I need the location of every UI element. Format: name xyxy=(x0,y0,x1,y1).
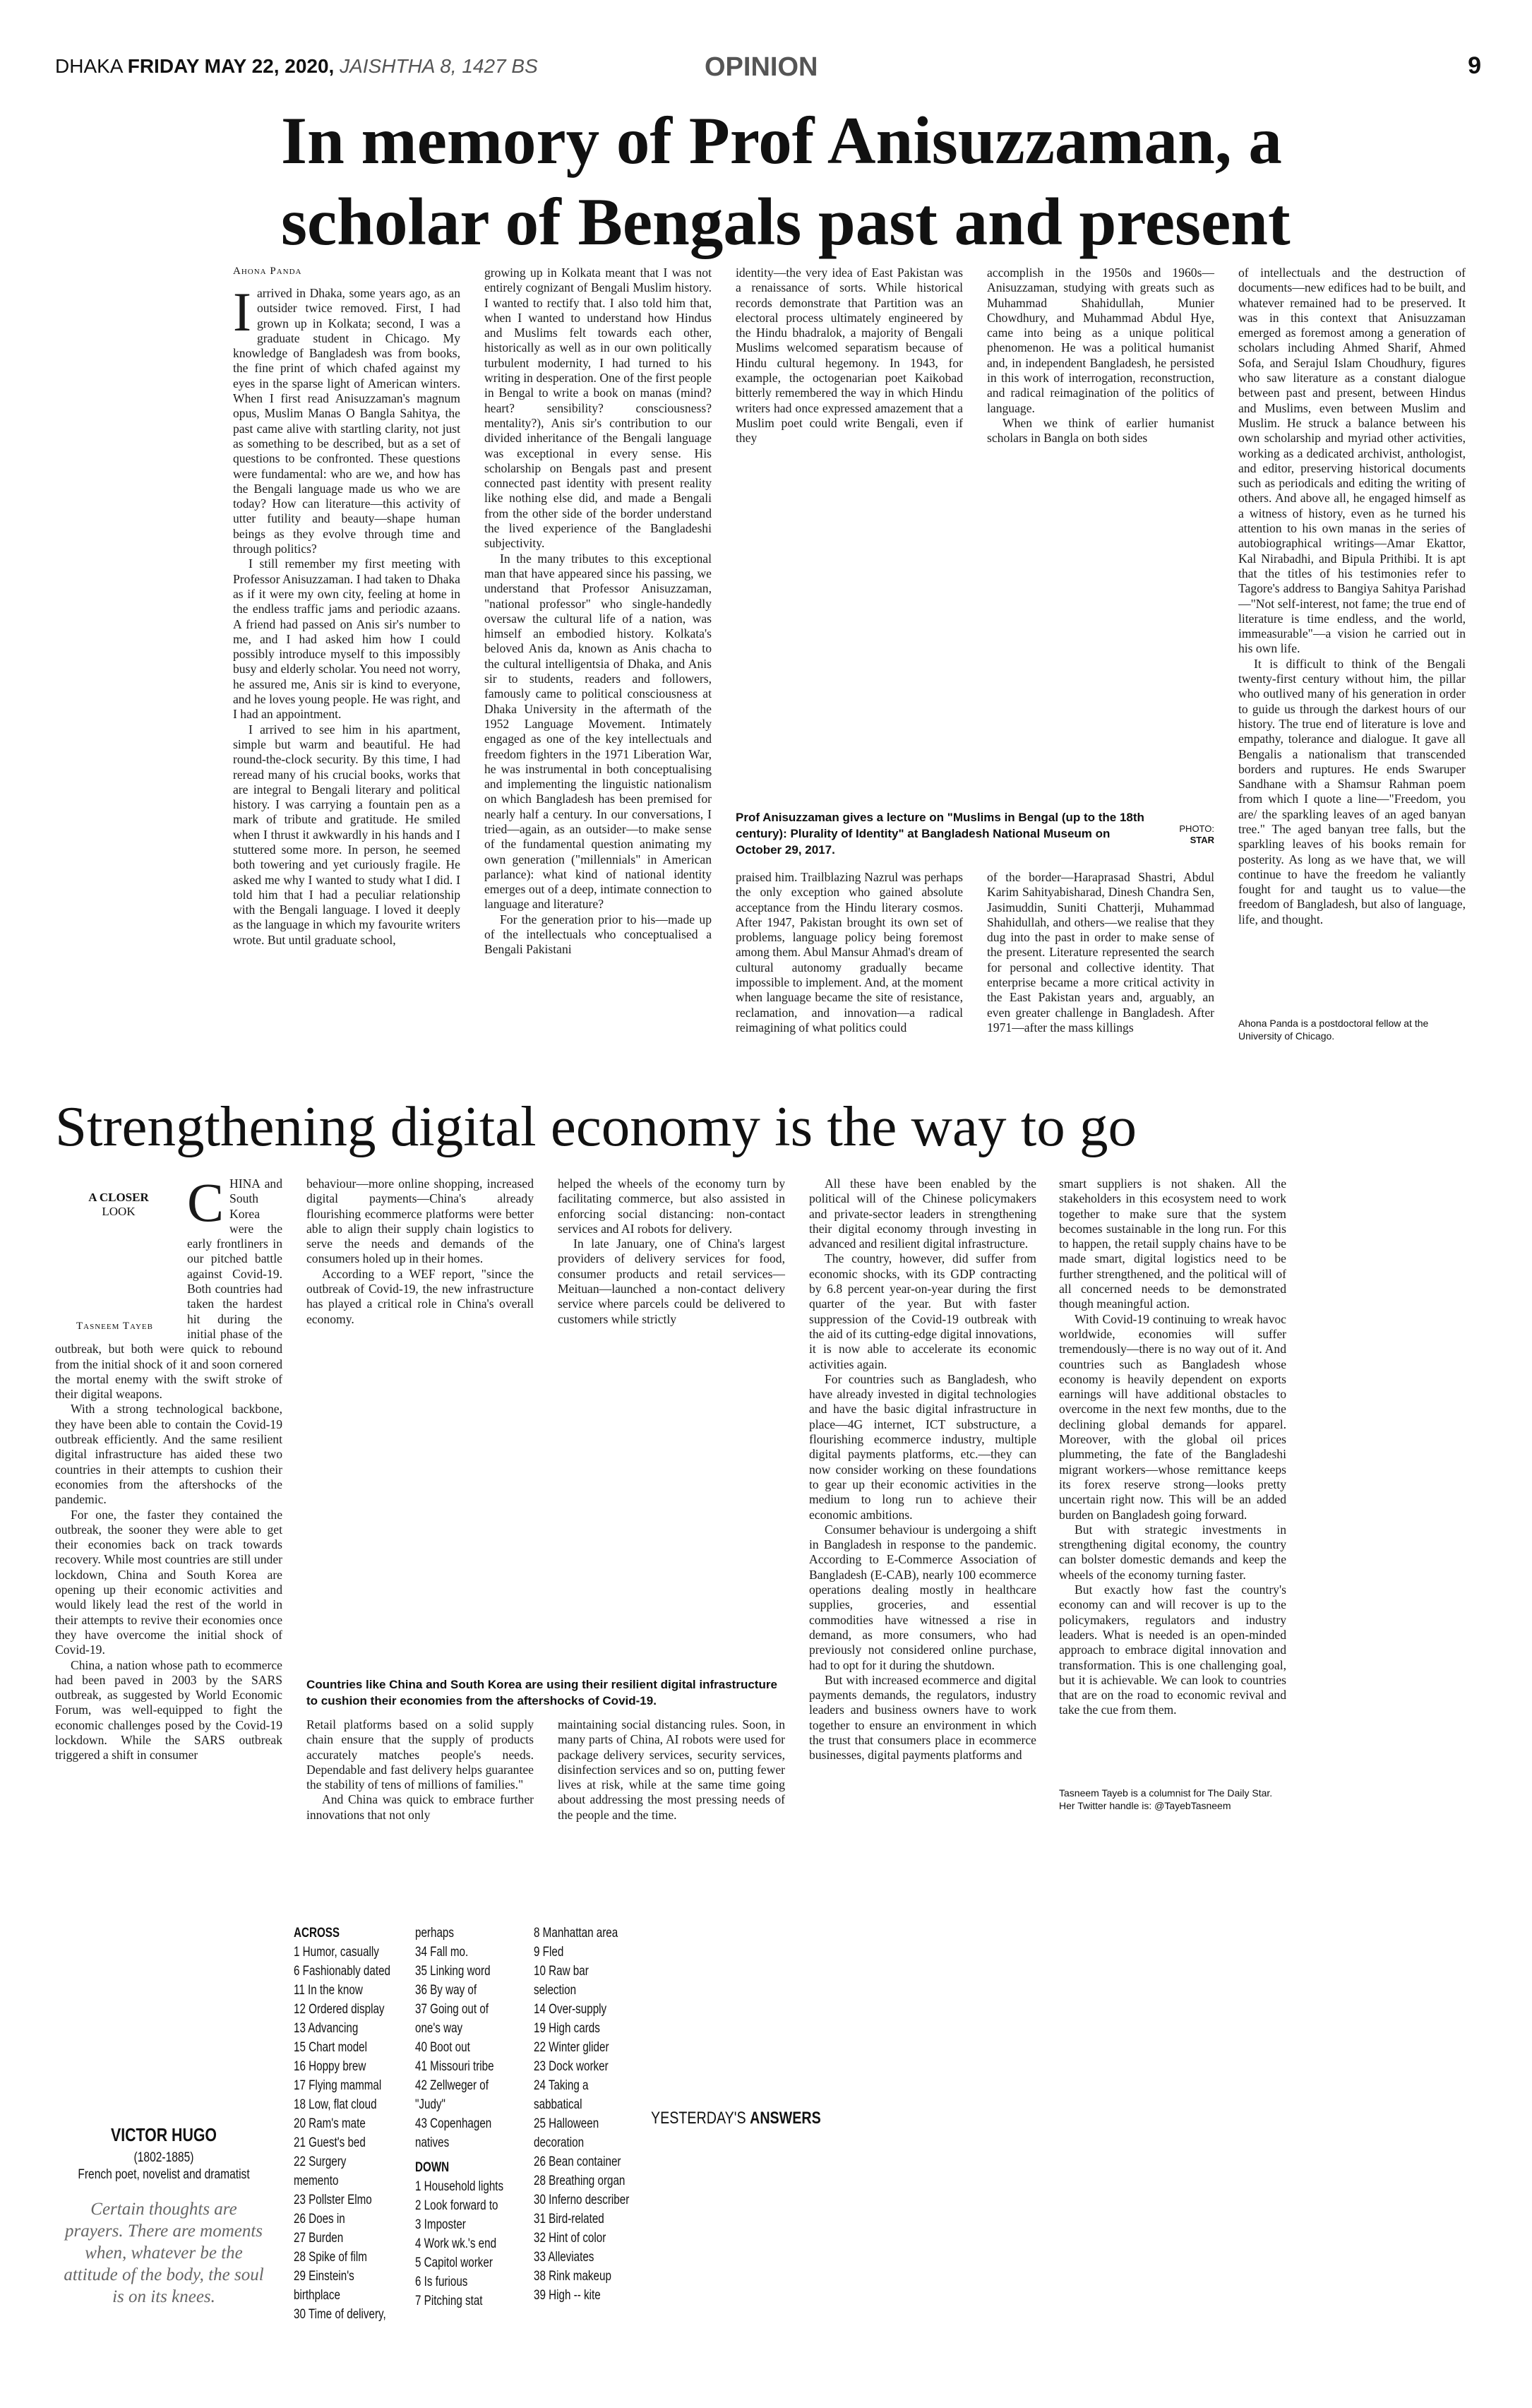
crossword-clue: natives xyxy=(415,2135,450,2150)
crossword-clue: 41 Missouri tribe xyxy=(415,2058,494,2074)
crossword-clue: 7 Pitching stat xyxy=(415,2293,483,2308)
crossword-clue: 1 Humor, casually xyxy=(294,1944,379,1960)
crossword-clue: 38 Rink makeup xyxy=(534,2268,611,2284)
crossword-clue: 26 Does in xyxy=(294,2211,345,2227)
dateline xyxy=(55,55,538,78)
paragraph: The country, however, did suffer from economic shocks, with its GDP contracting by 6.8 percent year-on-year during the first quarter of the year. But with faster suppression of the Covid-19 outbreak with the aid of its cutting-edge digital innovations, it is now able to accelerate its economic activities again. xyxy=(809,1251,1036,1371)
crossword-clue: 30 Inferno describer xyxy=(534,2192,630,2207)
paragraph: identity—the very idea of East Pakistan was a renaissance of sorts. While historical records demonstrate that Partition was an electoral process ultimately engineered by the Hindu bhadralok, a majority of Bengali Muslims welcomed separatism because of Hindu cultural hegemony. In 1943, for example, the octogenarian poet Kaikobad bitterly remembered the way in which Hindu writers had once expressed amazement that a Muslim poet could write Bengali, even if they xyxy=(736,266,963,446)
paragraph: In the many tributes to this exceptional man that have appeared since his passing, we understand that Professor Anisuzzaman, "national professor" who single-handedly oversaw the cultural life of a nation, was himself an embodied history. Kolkata's beloved Anis da, known as Anis chacha to the cultural intelligentsia of Dhaka, and Anis sir to students, readers and followers, famously came to political consciousness at Dhaka University in the aftermath of the 1952 Language Movement. Intimately engaged as one of the key intellectuals and freedom fighters in the 1971 Liberation War, he was instrumental in both conceptualising and implementing the linguistic nationalism on which Bangladesh has been premised for nearly half a century. In our conversations, I tried—again, as an outsider—to make sense of the fundamental question animating my own generation ("millennials" in American parlance): what kind of national identity emerges out of a deep, intimate connection to language and literature? xyxy=(484,551,712,912)
article2-column-5 xyxy=(1059,1176,1286,1778)
article2-photo-caption: Countries like China and South Korea are using their resilient digital infrastructure to cushion their economies from the aftershocks of Covid-19. xyxy=(306,1678,777,1707)
yesterdays-prefix: YESTERDAY'S xyxy=(651,2109,746,2128)
article1-photo-caption: Prof Anisuzzaman gives a lecture on "Muslims in Bengal (up to the 18th century): Plurality of Identity" at Bangladesh National Museum on October 29, 2017. xyxy=(736,811,1144,857)
article1-headline xyxy=(281,100,1481,263)
crossword-clue: selection xyxy=(534,1982,577,1998)
paragraph: praised him. Trailblazing Nazrul was perhaps the only exception who gained absolute acceptance from the Hindu literary cosmos. After 1947, Pakistan brought its own set of problems, language policy being foremost among them. Abul Mansur Ahmad's dream of cultural autonomy gradually became impossible to implement. And, at the moment when language became the site of resistance, reclamation, and innovation—a radical reimagining of what politics could xyxy=(736,870,963,1035)
crossword-clue: 40 Boot out xyxy=(415,2039,470,2055)
crossword-clue: 22 Winter glider xyxy=(534,2039,609,2055)
paragraph: For one, the faster they contained the outbreak, the sooner they were able to get their economies back on track towards recovery. While most countries are still under lockdown, China and South Korea are opening up their economic activities and would likely lead the rest of the world in their attempts to revive their economies once they have overcome the initial shock of Covid-19. xyxy=(55,1507,282,1657)
paragraph: China, a nation whose path to ecommerce had been paved in 2003 by the SARS outbreak, as suggested by World Economic Forum, was well-equipped to fight the economic challenges posed by the Covid-19 lockdown. While the SARS outbreak triggered a shift in consumer xyxy=(55,1657,282,1763)
photo-credit-label: PHOTO: xyxy=(1179,823,1214,834)
crossword-clue: 30 Time of delivery, xyxy=(294,2306,386,2322)
crossword-clue: 29 Einstein's xyxy=(294,2268,354,2284)
crossword-clue: one's way xyxy=(415,2020,463,2036)
crossword-clue: 33 Alleviates xyxy=(534,2249,594,2265)
paragraph: helped the wheels of the economy turn by facilitating commerce, but also assisted in enforcing social distancing: non-contact services and AI robots for delivery. xyxy=(558,1176,785,1236)
article2-column-4 xyxy=(809,1176,1036,1823)
dateline-bangla-date: JAISHTHA 8, 1427 BS xyxy=(340,55,538,77)
paragraph: With Covid-19 continuing to wreak havoc worldwide, economies will suffer tremendously—there is no way out of it. And countries such as Bangladesh whose economy is heavily dependent on exports earnings will have additional obstacles to overcome in the next few months, due to the declining global demands for apparel. Moreover, with the global oil prices plummeting, the fate of the Bangladeshi migrant workers—whose remittance keeps its forex reserve strong—looks pretty uncertain right now. This will be an added burden on Bangladesh going forward. xyxy=(1059,1311,1286,1522)
page-number: 9 xyxy=(1468,52,1481,79)
crossword-clue: 13 Advancing xyxy=(294,2020,359,2036)
article1-author-note: Ahona Panda is a postdoctoral fellow at the University of Chicago. xyxy=(1238,1018,1429,1042)
quote-box xyxy=(55,2124,273,2308)
paragraph: But with increased ecommerce and digital payments demands, the regulators, industry leaders and business owners have to work together to ensure an environment in which the trust that consumers place in ecommerce businesses, digital payments platforms and xyxy=(809,1672,1036,1763)
crossword-clue: memento xyxy=(294,2173,339,2188)
crossword-clue: 6 Fashionably dated xyxy=(294,1963,390,1979)
across-heading: ACROSS xyxy=(294,1925,340,1941)
crossword-clue: 22 Surgery xyxy=(294,2154,347,2169)
dateline-date: FRIDAY MAY 22, 2020, xyxy=(127,55,335,77)
paragraph: maintaining social distancing rules. Soon, in many parts of China, AI robots were used for package delivery services, security services, disinfection services and so on, putting fewer lives at risk, while at the same time going about addressing the most pressing needs of the people and the time. xyxy=(558,1717,785,1822)
crossword-clue: decoration xyxy=(534,2135,585,2150)
paragraph: of intellectuals and the destruction of documents—new edifices had to be built, and whatever remained had to be preserved. It was in this context that Anisuzzaman emerged as foremost among a generation of scholars including Ahmed Sharif, Ahmed Sofa, and Serajul Islam Choudhury, figures who saw literature as a constant dialogue between past and present, between Hindus and Muslims, even between Muslim and Muslim. He struck a balance between his own scholarship and myriad other activities, working as a dedicated archivist, anthologist, and editor, preserving historical documents such as periodicals and editing the writing of others. And above all, he engaged himself as a witness of history, even as he turned his attention to his own manas in the series of autobiographical writings—Amar Ekattor, Kal Nirabadhi, and Bipula Prithibi. It is apt that the titles of his testimonies refer to Tagore's address to Bangiya Sahitya Parishad—"Not self-interest, not fame; the true end of literature is time endless, and the world, immeasurable"—a vision he carried out in his own life. xyxy=(1238,266,1466,656)
crossword-clue: 25 Halloween xyxy=(534,2116,599,2131)
crossword-clue: 28 Spike of film xyxy=(294,2249,367,2265)
paragraph: When we think of earlier humanist scholars in Bangla on both sides xyxy=(987,415,1214,446)
crossword-clue: 21 Guest's bed xyxy=(294,2135,366,2150)
crossword-clue: 5 Capitol worker xyxy=(415,2255,493,2270)
dropcap: C xyxy=(187,1172,225,1233)
kicker-line-1: A CLOSER xyxy=(88,1191,149,1204)
article2-byline: Tasneem Tayeb xyxy=(76,1321,153,1332)
paragraph: All these have been enabled by the political will of the Chinese policymakers and private-sector leaders in strengthening their digital economy through investing in advanced and resilient digital infrastructure. xyxy=(809,1176,1036,1251)
photo-credit-source: STAR xyxy=(1190,835,1214,845)
paragraph: smart suppliers is not shaken. All the stakeholders in this ecosystem need to work together to make sure that the system becomes sustainable in the long run. For this to happen, the retail supply chains have to be made smart, digital logistics need to be further strengthened, and the political will of all concerned needs to be demonstrated though meaningful action. xyxy=(1059,1176,1286,1311)
article1-byline: Ahona Panda xyxy=(233,266,302,277)
paragraph: Consumer behaviour is undergoing a shift in Bangladesh in response to the pandemic. According to E-Commerce Association of Bangladesh (E-CAB), nearly 100 ecommerce operations dealing mostly in healthcare supplies, groceries, and essential commodities have witnessed a rise in demand, as more consumers, who had previously not considered online purchase, had to opt for it during the shutdown. xyxy=(809,1522,1036,1672)
article2-column-3-top xyxy=(558,1176,785,1346)
crossword-clue: 26 Bean container xyxy=(534,2154,621,2169)
crossword-clue: 15 Chart model xyxy=(294,2039,367,2055)
crossword-clue: 10 Raw bar xyxy=(534,1963,589,1979)
kicker-spacer xyxy=(55,1176,187,1340)
crossword-clue: 32 Hint of color xyxy=(534,2230,606,2246)
crossword-across-down-list xyxy=(415,1924,537,2311)
crossword-clue: 4 Work wk.'s end xyxy=(415,2236,497,2251)
crossword-clue: 1 Household lights xyxy=(415,2178,504,2194)
crossword-clue: 39 High -- kite xyxy=(534,2287,601,2303)
paragraph: I arrived to see him in his apartment, simple but warm and beautiful. He had round-the-clock security. By this time, I had reread many of his crucial books, works that are integral to Bengali literary and political history. I was carrying a fountain pen as a mark of tribute and gratitude. He smiled when I thrust it awkwardly in his hands and I stuttered some more. In person, he seemed both towering and yet curiously fragile. He asked me why I wanted to study what I did. I told him that I had a peculiar relationship with the Bengali language. I loved it deeply as the language in which my favourite writers wrote. But until graduate school, xyxy=(233,722,460,947)
article1-column-4-top xyxy=(987,266,1214,477)
crossword-clue: 8 Manhattan area xyxy=(534,1925,618,1941)
article2-column-2-bottom xyxy=(306,1717,534,1823)
paragraph: For countries such as Bangladesh, who have already invested in digital technologies and have the basic digital infrastructure in place—4G internet, ICT substructure, a flourishing ecommerce industry, multiple digital payments platforms, etc.—they can now consider working on these foundations to gear up their economic activities in the medium to long run to achieve their economic ambitions. xyxy=(809,1371,1036,1522)
crossword-clue: 3 Imposter xyxy=(415,2217,466,2232)
crossword-clue: 17 Flying mammal xyxy=(294,2078,382,2093)
crossword-clue: 2 Look forward to xyxy=(415,2198,498,2213)
crossword-clue: sabbatical xyxy=(534,2097,582,2112)
crossword-clue: 35 Linking word xyxy=(415,1963,491,1979)
article1-column-3-top xyxy=(736,266,963,477)
crossword-clue: 34 Fall mo. xyxy=(415,1944,469,1960)
quote-author: VICTOR HUGO xyxy=(110,2124,217,2145)
headline-line-1: In memory of Prof Anisuzzaman, a xyxy=(281,103,1282,178)
paragraph: But with strategic investments in strengthening digital economy, the country can bolster domestic demands and keep the wheels of the economy turning faster. xyxy=(1059,1522,1286,1582)
crossword-clue: 12 Ordered display xyxy=(294,2001,385,2017)
article2-photo xyxy=(306,1353,785,1669)
article2-column-3-bottom xyxy=(558,1717,785,1823)
headline-line-2: scholar of Bengals past and present xyxy=(281,184,1291,259)
crossword-clue: perhaps xyxy=(415,1925,454,1941)
paragraph: arrived in Dhaka, some years ago, as an outsider twice removed. First, I had grown up in Kolkata; second, I was a graduate student in Chicago. My knowledge of Bangladesh was from books, the fine print of which chafed against my eyes in the sparse light of American winters. When I first read Anisuzzaman's magnum opus, Muslim Manas O Bangla Sahitya, the past came alive with startling clarity, not just as something to be described, but as a set of questions to be confronted. These questions were fundamental: who are we, and how has the Bengali language made us who we are today? How can literature—this activity of utter futility and beauty—shape human beings as they evolve through time and through politics? xyxy=(233,286,460,556)
paragraph: accomplish in the 1950s and 1960s—Anisuzzaman, studying with greats such as Muhammad Shahidullah, Munier Chowdhury, and Muhammad Abdul Hye, came into being as a unique political phenomenon. He was a political humanist and, in independent Bangladesh, he persisted in this work of interrogation, reconstruction, and radical reimagination of the politics of language. xyxy=(987,266,1214,415)
quote-years: (1802-1885) xyxy=(133,2150,194,2165)
crossword-clue: 9 Fled xyxy=(534,1944,564,1960)
article1-column-4-bottom xyxy=(987,870,1214,1035)
paragraph: With a strong technological backbone, they have been able to contain the Covid-19 outbreak efficiently. And the same resilient digital infrastructure has aided these two countries in their attempts to cushion their economies from the aftershocks of the pandemic. xyxy=(55,1402,282,1507)
answers-bold: ANSWERS xyxy=(750,2109,821,2128)
crossword-clue: 14 Over-supply xyxy=(534,2001,607,2017)
quote-text: Certain thoughts are prayers. There are moments when, whatever be the attitude of the body, the soul is on its knees. xyxy=(64,2200,264,2306)
paragraph: of the border—Haraprasad Shastri, Abdul Karim Sahityabisharad, Dinesh Chandra Sen, Jasimuddin, Suniti Chatterji, Muhammad Shahidullah, and others—we realise that they dug into the past in order to make sense of the present. Literature represented the search for personal and collective identity. That enterprise became a more critical activity in the East Pakistan years and, arguably, an even greater challenge in Bangladesh. After 1971—after the mass killings xyxy=(987,870,1214,1035)
crossword-clue: birthplace xyxy=(294,2287,340,2303)
crossword-clue: 43 Copenhagen xyxy=(415,2116,492,2131)
article2-column-2-top xyxy=(306,1176,534,1346)
paragraph: behaviour—more online shopping, increased digital payments—China's already flourishing ecommerce platforms were better able to align their supply chain logistics to serve the needs and demands of the consumers holed up in their homes. xyxy=(306,1176,534,1266)
article1-column-3-bottom xyxy=(736,870,963,1035)
paragraph: But exactly how fast the country's economy can and will recover is up to the policymakers, regulators and industry leaders. What is needed is an open-minded approach to embrace digital innovation and transformation. This is one challenging goal, but it is achievable. We can look to countries that are on the road to economic revival and take the cue from them. xyxy=(1059,1583,1286,1717)
article1-photo xyxy=(736,480,1214,805)
crossword-clue: 31 Bird-related xyxy=(534,2211,604,2227)
crossword-across-list xyxy=(294,1924,415,2324)
dateline-place: DHAKA xyxy=(55,55,122,77)
article1-column-5 xyxy=(1238,266,1466,1010)
paragraph: It is difficult to think of the Bengali twenty-first century without him, the pillar who outlived many of his generation in order to guide us through the darkest hours of our history. The true end of literature is love and empathy, tolerance and dialogue. It gave all Bengalis a nationalism that transcended borders and ruptures. He ends Swaruper Sandhane with a Shamsur Rahman poem from which I quote a line—"Freedom, you are/ the sparkling leaves of an aged banyan tree." The aged banyan tree falls, but the sparkling leaves of his books remain for posterity. As long as we have that, we will continue to have the freedom he valiantly fought for and taught us to value—the freedom of Bangladesh, but also of language, life, and thought. xyxy=(1238,656,1466,926)
crossword-clue: 23 Pollster Elmo xyxy=(294,2192,372,2207)
down-heading: DOWN xyxy=(415,2159,450,2175)
crossword-clue: 37 Going out of xyxy=(415,2001,489,2017)
article2-column-1 xyxy=(55,1172,282,1819)
kicker-line-2: LOOK xyxy=(102,1205,136,1218)
crossword-clue: 18 Low, flat cloud xyxy=(294,2097,377,2112)
paragraph: I still remember my first meeting with Professor Anisuzzaman. I had taken to Dhaka as if it were my own city, feeling at home in the endless traffic jams and periodic azaans. A friend had passed on Anis sir's number to me, and I had asked him how I could possibly introduce myself to this impossibly busy and elderly scholar. You need not worry, he assured me, Anis sir is kind to everyone, and he loves young people. He was right, and I had an appointment. xyxy=(233,556,460,722)
crossword-clue: 16 Hoppy brew xyxy=(294,2058,366,2074)
crossword-clue: 27 Burden xyxy=(294,2230,344,2246)
paragraph: And China was quick to embrace further innovations that not only xyxy=(306,1792,534,1822)
article1-photo-credit xyxy=(1175,823,1214,846)
crossword-clue: 36 By way of xyxy=(415,1982,477,1998)
paragraph: In late January, one of China's largest providers of delivery services for food, consumer products and retail services—Meituan—launched a non-contact delivery service where parcels could be delivered to customers while strictly xyxy=(558,1236,785,1326)
crossword-clue: 23 Dock worker xyxy=(534,2058,609,2074)
crossword-clue: "Judy" xyxy=(415,2097,445,2112)
page-header xyxy=(55,52,1481,81)
paragraph: Retail platforms based on a solid supply chain ensure that the supply of products accurately matches people's needs. Dependable and fast delivery helps guarantee the stability of tens of millions of families." xyxy=(306,1717,534,1792)
article2-headline: Strengthening digital economy is the way to go xyxy=(55,1095,1137,1158)
crossword-clue: 20 Ram's mate xyxy=(294,2116,366,2131)
quote-description: French poet, novelist and dramatist xyxy=(78,2167,250,2182)
dropcap: I xyxy=(233,281,251,342)
crossword-clue: 6 Is furious xyxy=(415,2274,468,2289)
paragraph: For the generation prior to his—made up of the intellectuals who conceptualised a Bengali Pakistani xyxy=(484,912,712,957)
crossword-clue: 42 Zellweger of xyxy=(415,2078,489,2093)
paragraph: According to a WEF report, "since the outbreak of Covid-19, the new infrastructure has played a critical role in China's overall economy. xyxy=(306,1266,534,1326)
yesterdays-answers-label xyxy=(651,2109,821,2128)
crossword-clue: 28 Breathing organ xyxy=(534,2173,626,2188)
crossword-clue: 11 In the know xyxy=(294,1982,363,1998)
section-name: OPINION xyxy=(705,52,818,82)
paragraph: growing up in Kolkata meant that I was not entirely cognizant of Bengali Muslim history. I wanted to rectify that. I also told him that, when I wanted to understand how Hindus and Muslims felt towards each other, historically as well as in our own politically turbulent modernity, I had turned to his writing in desperation. One of the first people in Bengal to write a book on manas (mind? heart? sensibility? consciousness? mentality?), Anis sir's contribution to our divided inheritance of the Bengali language was exceptional in every sense. His scholarship on Bengals past and present connected past identity with present reality like nothing else did, and made a Bengali from the other side of the border understand the lived experience of the Bangladeshi subjectivity. xyxy=(484,266,712,551)
crossword-clue: 24 Taking a xyxy=(534,2078,589,2093)
paragraph: HINA and South Korea were the early frontliners in our pitched battle against Covid-19. Both countries had taken the hardest hit during the initial phase of the outbreak, but both were quick to rebound from the initial shock of it and soon cornered the mortal enemy with the swift stroke of their digital weapons. xyxy=(55,1176,282,1402)
article2-author-note: Tasneem Tayeb is a columnist for The Daily Star. Her Twitter handle is: @TayebTasneem xyxy=(1059,1787,1273,1811)
crossword-clue: 19 High cards xyxy=(534,2020,600,2036)
crossword-down-list xyxy=(534,1924,655,2305)
